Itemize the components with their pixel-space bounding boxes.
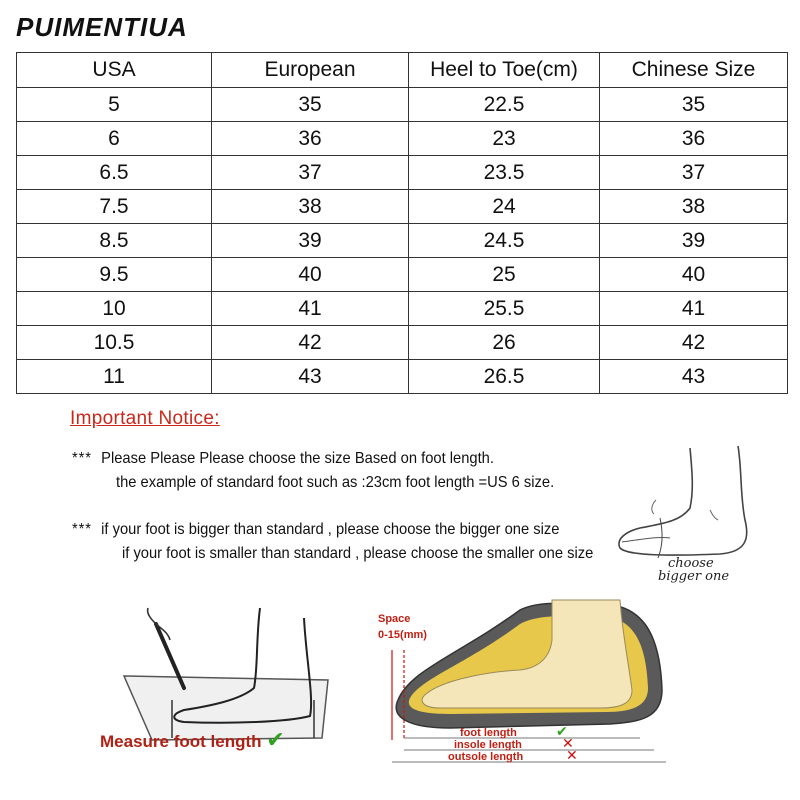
space-range: 0-15 <box>378 629 401 641</box>
brand-logo: PUIMENTIUA <box>16 12 188 42</box>
cell-chinese: 38 <box>600 190 788 224</box>
cell-european: 35 <box>212 88 409 122</box>
cell-heel-to-toe: 24.5 <box>409 224 600 258</box>
table-row <box>17 122 788 156</box>
check-icon: ✔ <box>556 723 568 739</box>
cell-heel-to-toe: 23.5 <box>409 156 600 190</box>
cell-usa: 6.5 <box>17 156 212 190</box>
cell-heel-to-toe: 24 <box>409 190 600 224</box>
header-usa: USA <box>17 53 212 88</box>
cell-usa: 6 <box>17 122 212 156</box>
header-heel-to-toe: Heel to Toe(cm) <box>409 53 600 88</box>
cell-chinese: 42 <box>600 326 788 360</box>
table-header-row <box>17 53 788 88</box>
cell-heel-to-toe: 26.5 <box>409 360 600 394</box>
cell-chinese: 40 <box>600 258 788 292</box>
cell-european: 40 <box>212 258 409 292</box>
notice-text-2: the example of standard foot such as :23cm foot length =US 6 size. <box>116 474 555 491</box>
table-row <box>17 360 788 394</box>
cell-chinese: 41 <box>600 292 788 326</box>
outsole-length-label: outsole length <box>448 751 524 763</box>
cell-european: 41 <box>212 292 409 326</box>
space-range-label <box>378 629 427 641</box>
space-unit: (mm) <box>400 629 427 641</box>
cell-european: 36 <box>212 122 409 156</box>
cell-usa: 9.5 <box>17 258 212 292</box>
insole-length-label: insole length <box>454 739 522 751</box>
cell-chinese: 39 <box>600 224 788 258</box>
cell-chinese: 35 <box>600 88 788 122</box>
cell-chinese: 36 <box>600 122 788 156</box>
notice-stars: *** <box>72 450 92 467</box>
cell-usa: 8.5 <box>17 224 212 258</box>
notice-text-3: if your foot is bigger than standard , please choose the bigger one size <box>101 521 560 538</box>
table-row <box>17 88 788 122</box>
cell-heel-to-toe: 26 <box>409 326 600 360</box>
cell-chinese: 43 <box>600 360 788 394</box>
header-chinese-size: Chinese Size <box>600 53 788 88</box>
table-row <box>17 224 788 258</box>
foot-caption-line-2: bigger one <box>658 569 730 584</box>
measure-foot-text: Measure foot length <box>100 732 262 751</box>
check-icon: ✔ <box>266 727 285 752</box>
foot-caption-line-1: choose <box>668 556 714 571</box>
header-european: European <box>212 53 409 88</box>
size-chart-table <box>16 52 788 394</box>
cell-usa: 11 <box>17 360 212 394</box>
cell-heel-to-toe: 25 <box>409 258 600 292</box>
notice-stars: *** <box>72 521 92 538</box>
cross-icon: ✕ <box>562 735 574 751</box>
cell-heel-to-toe: 23 <box>409 122 600 156</box>
cell-european: 38 <box>212 190 409 224</box>
notice-title: Important Notice: <box>70 408 220 429</box>
cross-icon: ✕ <box>566 747 578 763</box>
cell-heel-to-toe: 25.5 <box>409 292 600 326</box>
notice-text-4: if your foot is smaller than standard , please choose the smaller one size <box>122 545 594 562</box>
cell-european: 42 <box>212 326 409 360</box>
foot-length-label: foot length <box>460 727 517 739</box>
measure-foot-caption <box>100 727 285 753</box>
notice-text-1: Please Please Please choose the size Based on foot length. <box>101 450 494 467</box>
table-row <box>17 326 788 360</box>
cell-heel-to-toe: 22.5 <box>409 88 600 122</box>
cell-usa: 5 <box>17 88 212 122</box>
table-row <box>17 156 788 190</box>
cell-usa: 7.5 <box>17 190 212 224</box>
notice-line-1 <box>72 450 494 468</box>
cell-usa: 10 <box>17 292 212 326</box>
cell-chinese: 37 <box>600 156 788 190</box>
notice-line-3 <box>72 521 559 539</box>
cell-usa: 10.5 <box>17 326 212 360</box>
cell-european: 39 <box>212 224 409 258</box>
shoe-diagram <box>370 590 670 770</box>
table-row <box>17 258 788 292</box>
cell-european: 37 <box>212 156 409 190</box>
table-row <box>17 190 788 224</box>
cell-european: 43 <box>212 360 409 394</box>
space-label: Space <box>378 613 411 625</box>
table-row <box>17 292 788 326</box>
